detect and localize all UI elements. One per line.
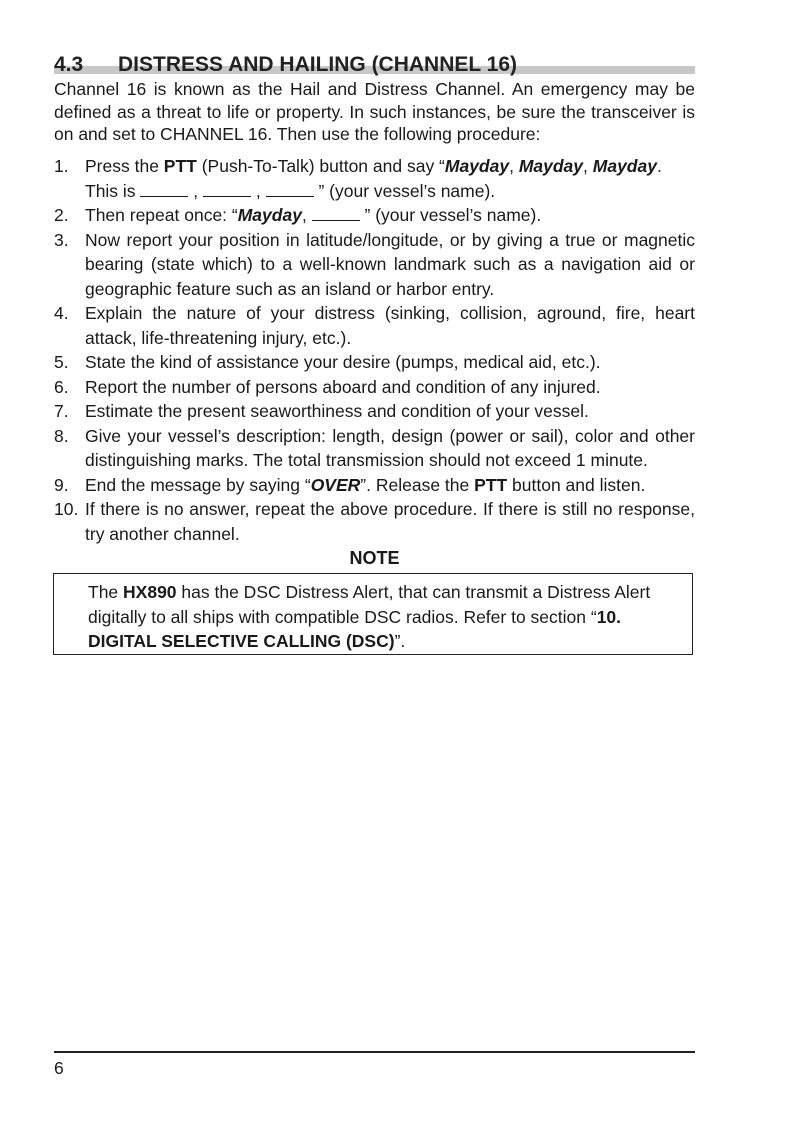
- step-text: ,: [509, 156, 519, 176]
- step-text: Give your vessel’s description: length, design (power or sail), color and other distinguishing marks. The total transmission should not exceed 1 minute.: [85, 425, 695, 470]
- step-text: This is: [85, 180, 141, 201]
- name-blank: [312, 205, 360, 221]
- note-section-reference: 10. DIGITAL SELECTIVE CALLING (DSC): [88, 606, 622, 651]
- step-text: Now report your position in latitude/longitude, or by giving a true or magnetic bearing (state which) to a well-known landmark such as a navigation aid or geographic feature such as an island or harbor entry.: [85, 229, 695, 299]
- list-item: [54, 228, 695, 302]
- list-item: [54, 203, 695, 228]
- step-text: End the message by saying “: [85, 474, 311, 495]
- name-blank: [266, 181, 314, 197]
- list-item: [54, 473, 695, 498]
- step-text: State the kind of assistance your desire (pumps, medical aid, etc.).: [85, 352, 601, 372]
- step-text: .: [656, 156, 662, 176]
- note-text: [88, 580, 668, 654]
- step-bold: PTT: [474, 474, 508, 495]
- step-text: Estimate the present seaworthiness and condition of your vessel.: [85, 401, 589, 421]
- list-item: [54, 375, 695, 400]
- step-text: Report the number of persons aboard and condition of any injured.: [85, 376, 601, 397]
- step-text: Explain the nature of your distress (sinking, collision, aground, fire, heart attack, life-threatening injury, etc.).: [85, 303, 695, 348]
- list-item: [54, 301, 695, 350]
- list-item: [54, 424, 695, 473]
- step-text: ” (your vessel’s name).: [313, 180, 496, 201]
- step-bold-italic: OVER: [310, 474, 361, 495]
- step-number: 2.: [54, 205, 69, 225]
- step-number: 10.: [54, 499, 79, 519]
- step-number: 3.: [54, 229, 69, 250]
- procedure-list: [54, 154, 695, 546]
- name-blank: [203, 181, 251, 197]
- step-bold-italic: Mayday: [592, 156, 657, 176]
- step-text: ,: [188, 180, 204, 201]
- section-heading: [54, 53, 695, 75]
- step-number: 8.: [54, 425, 69, 446]
- section-number: 4.3: [54, 53, 84, 76]
- step-text: Then repeat once: “: [85, 205, 238, 225]
- list-item: [54, 154, 695, 203]
- note-text-part: The: [88, 582, 124, 602]
- step-text: ,: [251, 180, 266, 201]
- note-model-name: HX890: [123, 582, 177, 602]
- name-blank: [140, 181, 188, 197]
- step-number: 1.: [54, 156, 69, 176]
- list-item: [54, 399, 695, 424]
- list-item: [54, 350, 695, 375]
- step-text: ,: [301, 205, 312, 225]
- intro-paragraph: Channel 16 is known as the Hail and Distress Channel. An emergency may be defined as a threat to life or property. In such instances, be sure the transceiver is on and set to CHANNEL 16. Then use the following procedure:: [54, 79, 695, 144]
- step-number: 6.: [54, 376, 69, 397]
- step-bold-italic: Mayday: [444, 156, 510, 176]
- step-text: Press the: [85, 156, 164, 176]
- step-bold: PTT: [163, 156, 197, 176]
- section-title: [54, 53, 517, 77]
- step-text: ” (your vessel’s name).: [359, 205, 542, 225]
- note-text-part: has the DSC Distress Alert, that can transmit a Distress Alert digitally to all ships with compatible DSC radios. Refer to section “: [88, 582, 651, 627]
- step-text: button and listen.: [507, 474, 646, 495]
- step-text: If there is no answer, repeat the above procedure. If there is still no response, try another channel.: [85, 499, 695, 544]
- step-number: 9.: [54, 474, 69, 495]
- page-number: 6: [54, 1058, 64, 1078]
- section-title-text: DISTRESS AND HAILING (CHANNEL 16): [118, 53, 518, 76]
- step-text: ,: [583, 156, 593, 176]
- step-bold-italic: Mayday: [518, 156, 584, 176]
- note-title: NOTE: [349, 548, 400, 568]
- note-box: [53, 573, 693, 655]
- note-text-part: ”.: [394, 631, 406, 651]
- step-number: 4.: [54, 303, 69, 323]
- step-number: 7.: [54, 401, 69, 421]
- step-text: ”. Release the: [360, 474, 475, 495]
- list-item: [54, 497, 695, 546]
- step-text: (Push-To-Talk) button and say “: [196, 156, 445, 176]
- step-number: 5.: [54, 352, 69, 372]
- footer-divider: [54, 1051, 695, 1053]
- step-bold-italic: Mayday: [237, 205, 302, 225]
